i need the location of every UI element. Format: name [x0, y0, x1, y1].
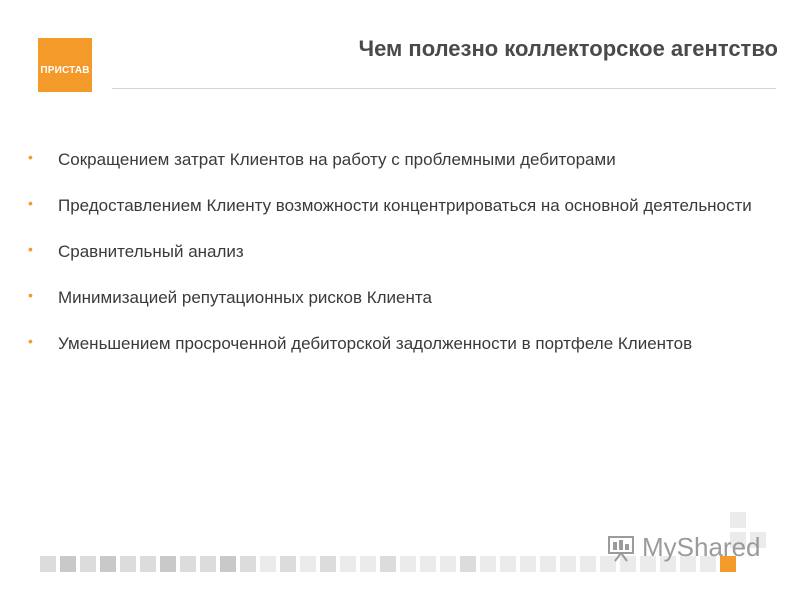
title-divider	[112, 88, 776, 89]
decorative-square	[320, 556, 336, 572]
decorative-square	[300, 556, 316, 572]
decorative-square	[400, 556, 416, 572]
decorative-square	[730, 512, 746, 528]
decorative-square	[220, 556, 236, 572]
decorative-square	[80, 556, 96, 572]
decorative-square	[540, 556, 556, 572]
decorative-square	[280, 556, 296, 572]
decorative-square	[480, 556, 496, 572]
decorative-square	[120, 556, 136, 572]
bullet-item	[28, 140, 768, 180]
decorative-square	[240, 556, 256, 572]
decorative-square	[160, 556, 176, 572]
bullet-dot-icon: •	[28, 149, 33, 165]
decorative-square	[140, 556, 156, 572]
decorative-square	[200, 556, 216, 572]
decorative-square	[520, 556, 536, 572]
bullet-item	[28, 324, 768, 364]
decorative-square	[100, 556, 116, 572]
decorative-square	[460, 556, 476, 572]
bullet-dot-icon: •	[28, 241, 33, 257]
bullet-text: Сравнительный анализ	[58, 242, 244, 261]
slide-title: Чем полезно коллекторское агентство	[358, 36, 778, 61]
bullet-text: Уменьшением просроченной дебиторской задолженности в портфеле Клиентов	[58, 334, 693, 353]
decorative-square	[60, 556, 76, 572]
bullet-item	[28, 232, 768, 272]
decorative-square	[360, 556, 376, 572]
decorative-square	[560, 556, 576, 572]
decorative-square	[260, 556, 276, 572]
bullet-item	[28, 278, 768, 318]
bullet-list	[28, 140, 768, 370]
bullet-dot-icon: •	[28, 333, 33, 349]
decorative-square	[580, 556, 596, 572]
bullet-text: Минимизацией репутационных рисков Клиента	[58, 288, 432, 307]
watermark-text: MyShared	[642, 532, 761, 562]
decorative-square	[500, 556, 516, 572]
decorative-square	[40, 556, 56, 572]
myshared-watermark	[606, 532, 761, 563]
decorative-square	[420, 556, 436, 572]
pristav-logo	[38, 38, 92, 92]
decorative-square	[340, 556, 356, 572]
decorative-square	[180, 556, 196, 572]
decorative-square	[380, 556, 396, 572]
bullet-text: Сокращением затрат Клиентов на работу с проблемными дебиторами	[58, 150, 616, 169]
decorative-square	[440, 556, 456, 572]
bullet-text: Предоставлением Клиенту возможности концентрироваться на основной деятельности	[58, 196, 752, 215]
bullet-item	[28, 186, 768, 226]
bullet-dot-icon: •	[28, 287, 33, 303]
bullet-dot-icon: •	[28, 195, 33, 211]
logo-text: ПРИСТАВ	[40, 65, 90, 76]
presentation-board-icon	[606, 533, 636, 563]
